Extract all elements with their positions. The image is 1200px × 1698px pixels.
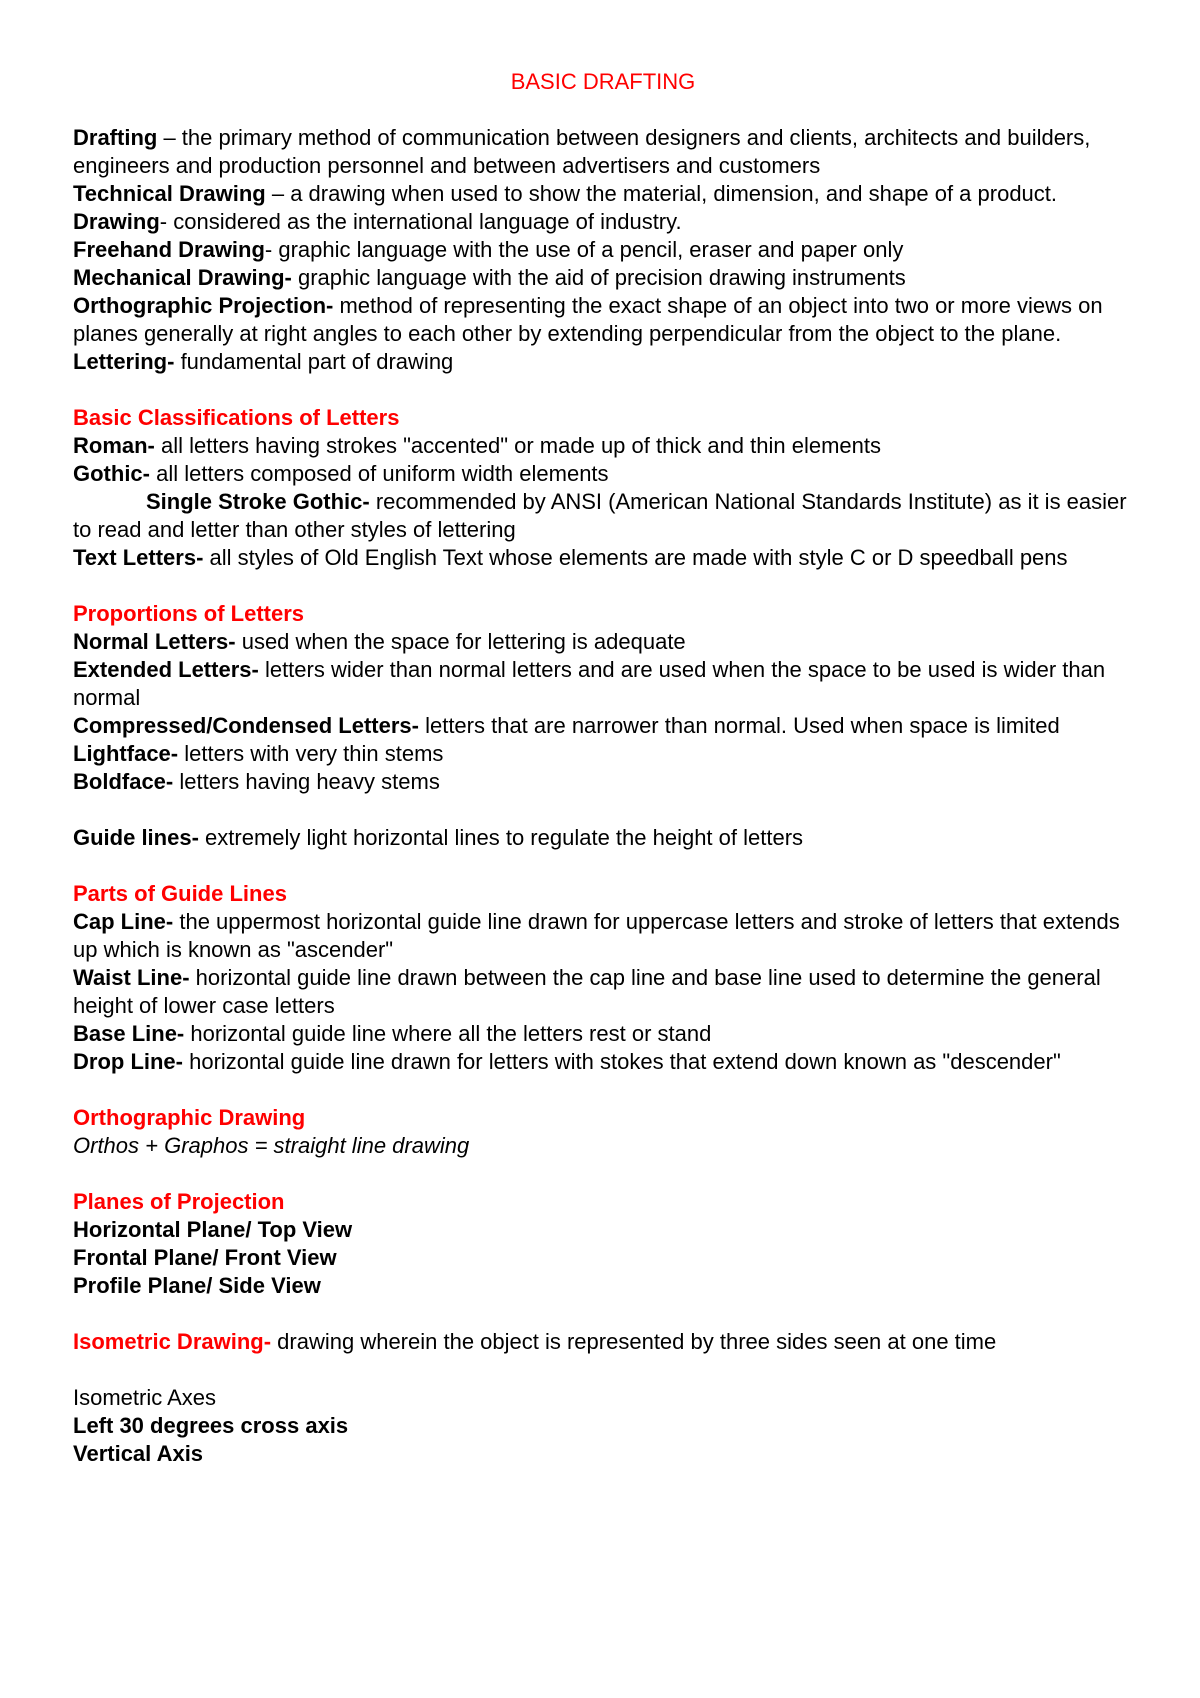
definition-drafting: [73, 124, 1133, 180]
definition-text: – the primary method of communication between designers and clients, architects and builders, engineers and production personnel and between advertisers and customers: [73, 125, 1091, 178]
definition-lettering: [73, 348, 1133, 376]
term: Drawing: [73, 209, 160, 234]
isometric-axis-item: Vertical Axis: [73, 1441, 204, 1466]
guide-line-waist: [73, 964, 1133, 1020]
definition-text: method of representing the exact shape of an object into two or more views on planes generally at right angles to each other by extending perpendicular from the object to the plane.: [73, 293, 1103, 346]
term: Isometric Drawing-: [73, 1329, 272, 1354]
term: Gothic-: [73, 461, 150, 486]
section-heading-classifications: Basic Classifications of Letters: [73, 405, 400, 430]
term: Waist Line-: [73, 965, 190, 990]
isometric-axis-item: Left 30 degrees cross axis: [73, 1413, 349, 1438]
definition-text: graphic language with the aid of precision drawing instruments: [291, 265, 906, 290]
spacer: [73, 1300, 1133, 1328]
definition-text: all styles of Old English Text whose elements are made with style C or D speedball pens: [203, 545, 1068, 570]
proportion-boldface: [73, 768, 1133, 796]
section-heading-parts-of-guide-lines: Parts of Guide Lines: [73, 881, 287, 906]
spacer: [73, 796, 1133, 824]
spacer: [73, 1356, 1133, 1384]
classification-gothic: [73, 460, 1133, 488]
definition-isometric-drawing: [73, 1328, 1133, 1356]
definition-text: fundamental part of drawing: [174, 349, 454, 374]
term: Cap Line-: [73, 909, 174, 934]
definition-text: letters that are narrower than normal. Used when space is limited: [418, 713, 1060, 738]
term: Single Stroke Gothic-: [146, 489, 370, 514]
section-heading-planes-of-projection: Planes of Projection: [73, 1189, 285, 1214]
term: Compressed/Condensed Letters-: [73, 713, 419, 738]
section-heading-orthographic-drawing: Orthographic Drawing: [73, 1105, 306, 1130]
proportion-extended: [73, 656, 1133, 712]
definition-text: letters with very thin stems: [178, 741, 444, 766]
term: Freehand Drawing: [73, 237, 265, 262]
proportion-lightface: [73, 740, 1133, 768]
definition-mechanical-drawing: [73, 264, 1133, 292]
definition-text: letters wider than normal letters and are used when the space to be used is wider than normal: [73, 657, 1106, 710]
term: Normal Letters-: [73, 629, 236, 654]
term: Drafting: [73, 125, 158, 150]
term: Text Letters-: [73, 545, 204, 570]
classification-single-stroke-gothic: [73, 488, 1133, 544]
definition-text: – a drawing when used to show the material, dimension, and shape of a product.: [265, 181, 1058, 206]
term: Roman-: [73, 433, 155, 458]
definition-text: horizontal guide line drawn for letters with stokes that extend down known as "descender": [183, 1049, 1061, 1074]
isometric-axes-label: Isometric Axes: [73, 1385, 217, 1410]
guide-line-base: [73, 1020, 1133, 1048]
spacer: [73, 572, 1133, 600]
spacer: [73, 376, 1133, 404]
definition-text: all letters having strokes "accented" or made up of thick and thin elements: [154, 433, 882, 458]
guide-line-drop: [73, 1048, 1133, 1076]
definition-text: drawing wherein the object is represented by three sides seen at one time: [271, 1329, 997, 1354]
definition-technical-drawing: [73, 180, 1133, 208]
plane-item: Frontal Plane/ Front View: [73, 1245, 337, 1270]
definition-freehand-drawing: [73, 236, 1133, 264]
indent: [73, 489, 146, 514]
term: Orthographic Projection-: [73, 293, 334, 318]
guide-line-cap: [73, 908, 1133, 964]
definition-text: horizontal guide line where all the letters rest or stand: [184, 1021, 712, 1046]
spacer: [73, 852, 1133, 880]
term: Lettering-: [73, 349, 175, 374]
classification-roman: [73, 432, 1133, 460]
definition-text: letters having heavy stems: [173, 769, 440, 794]
section-heading-proportions: Proportions of Letters: [73, 601, 305, 626]
definition-text: recommended by ANSI (American National Standards Institute) as it is easier to read and letter than other styles of lettering: [73, 489, 1127, 542]
term: Technical Drawing: [73, 181, 266, 206]
definition-text: all letters composed of uniform width elements: [150, 461, 609, 486]
term: Base Line-: [73, 1021, 185, 1046]
definition-drawing: [73, 208, 1133, 236]
definition-guide-lines: [73, 824, 1133, 852]
document-page: [73, 68, 1133, 1468]
definition-text: - considered as the international language of industry.: [159, 209, 682, 234]
term: Boldface-: [73, 769, 174, 794]
proportion-compressed: [73, 712, 1133, 740]
definition-text: the uppermost horizontal guide line drawn for uppercase letters and stroke of letters that extends up which is known as "ascender": [73, 909, 1120, 962]
spacer: [73, 1160, 1133, 1188]
definition-text: - graphic language with the use of a pencil, eraser and paper only: [264, 237, 904, 262]
term: Drop Line-: [73, 1049, 183, 1074]
definition-text: extremely light horizontal lines to regulate the height of letters: [198, 825, 804, 850]
plane-item: Profile Plane/ Side View: [73, 1273, 321, 1298]
term: Lightface-: [73, 741, 179, 766]
definition-text: horizontal guide line drawn between the cap line and base line used to determine the general height of lower case letters: [73, 965, 1101, 1018]
document-title: BASIC DRAFTING: [510, 69, 696, 94]
plane-item: Horizontal Plane/ Top View: [73, 1217, 353, 1242]
term: Guide lines-: [73, 825, 199, 850]
proportion-normal: [73, 628, 1133, 656]
classification-text-letters: [73, 544, 1133, 572]
orthographic-drawing-text: Orthos + Graphos = straight line drawing: [73, 1133, 470, 1158]
term: Extended Letters-: [73, 657, 259, 682]
definition-orthographic-projection: [73, 292, 1133, 348]
spacer: [73, 1076, 1133, 1104]
term: Mechanical Drawing-: [73, 265, 292, 290]
definition-text: used when the space for lettering is adequate: [235, 629, 686, 654]
